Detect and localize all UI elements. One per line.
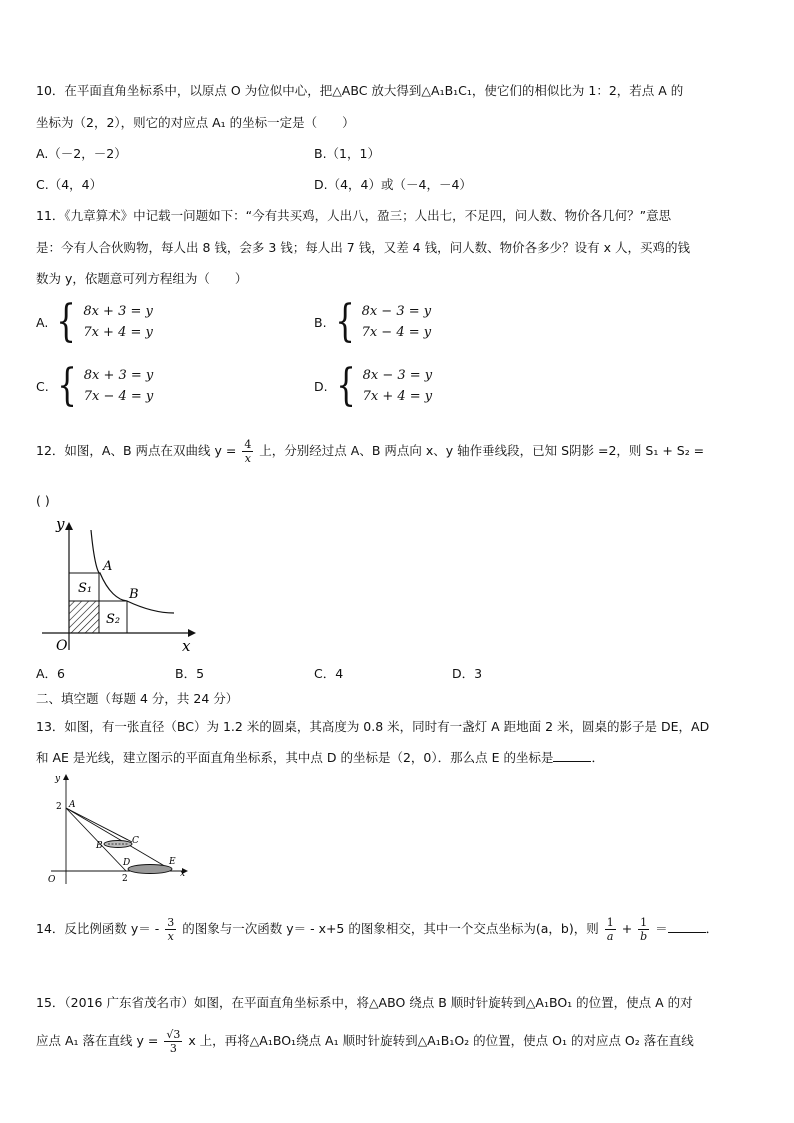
y-label: y bbox=[56, 515, 65, 533]
q10-option-d: D.（4，4）或（－4，－4） bbox=[314, 177, 472, 192]
equation: 8x + 3 = y bbox=[83, 368, 154, 383]
fraction-denominator: x bbox=[244, 452, 251, 465]
q12-option-a: A．6 bbox=[36, 666, 66, 681]
fraction-1-over-b bbox=[638, 916, 649, 943]
option-label: D. bbox=[314, 378, 328, 394]
q11-line1: 11．《九章算术》中记载一问题如下：“今有共买鸡，人出八，盈三；人出七，不足四，问人数、物价各几何？”意思 bbox=[36, 208, 672, 223]
q11-line2: 是：今有人合伙购物，每人出 8 钱，会多 3 钱；每人出 7 钱，又差 4 钱，问人数、物价各多少？设有 x 人，买鸡的钱 bbox=[36, 240, 690, 255]
q10-option-a: A.（－2，－2） bbox=[36, 146, 127, 161]
q12-stem bbox=[36, 438, 704, 465]
x-axis-arrow-icon bbox=[188, 629, 196, 637]
fraction-numerator: √3 bbox=[166, 1028, 181, 1041]
q13-line2-text: 和 AE 是光线，建立图示的平面直角坐标系，其中点 D 的坐标是（2，0）．那么点 E 的坐标是 bbox=[36, 750, 554, 765]
q15-post2: x 上，再将△A₁BO₁绕点 A₁ 顺时针旋转到△A₁B₁O₂ 的位置，使点 O₁ 的对应点 O₂ 落在直线 bbox=[188, 1033, 694, 1048]
q11-line3: 数为 y，依题意可列方程组为（ ） bbox=[36, 271, 248, 286]
equation: 7x + 4 = y bbox=[362, 389, 433, 404]
ray-ad bbox=[66, 808, 126, 871]
plus-sign: + bbox=[621, 921, 633, 936]
brace-icon: { bbox=[335, 360, 356, 411]
equation: 8x − 3 = y bbox=[361, 304, 432, 319]
brace-icon: { bbox=[56, 360, 77, 411]
fraction-denominator: b bbox=[640, 930, 648, 943]
brace-icon: { bbox=[56, 296, 77, 347]
section-heading: 二、填空题（每题 4 分，共 24 分） bbox=[36, 691, 239, 706]
equation: 8x + 3 = y bbox=[83, 304, 153, 319]
fraction-denominator: x bbox=[167, 930, 174, 943]
table-shadow bbox=[128, 865, 172, 874]
equation: 8x − 3 = y bbox=[362, 368, 433, 383]
equation: 7x + 4 = y bbox=[83, 325, 153, 340]
x-label: x bbox=[182, 637, 191, 655]
option-label: C. bbox=[36, 378, 49, 394]
equation: 7x − 4 = y bbox=[83, 389, 154, 404]
fraction bbox=[165, 916, 176, 943]
q12-pre: 12．如图，A、B 两点在双曲线 y = bbox=[36, 443, 237, 458]
y-label: y bbox=[55, 774, 61, 784]
q15-line1: 15．（2016 广东省茂名市）如图，在平面直角坐标系中，将△ABO 绕点 B 顺时针旋转到△A₁BO₁ 的位置，使点 A 的对 bbox=[36, 995, 693, 1010]
q13-figure bbox=[46, 772, 196, 890]
point-a-label: A bbox=[69, 800, 76, 810]
q12-paren: ( ) bbox=[36, 493, 50, 508]
fraction-sqrt3-over-3 bbox=[164, 1028, 182, 1055]
option-label: A. bbox=[36, 314, 49, 330]
fraction-numerator: 1 bbox=[606, 916, 614, 929]
q13-line1: 13．如图，有一张直径（BC）为 1.2 米的圆桌，其高度为 0.8 米，同时有一盏灯 A 距地面 2 米，圆桌的影子是 DE，AD bbox=[36, 719, 710, 734]
q10-line1: 10．在平面直角坐标系中，以原点 O 为位似中心，把△ABC 放大得到△A₁B₁C₁，使它们的相似比为 1：2，若点 A 的 bbox=[36, 83, 684, 98]
q11-option-c bbox=[36, 360, 154, 411]
origin-label: O bbox=[56, 638, 68, 654]
point-b-label: B bbox=[129, 587, 139, 602]
point-b-label: B bbox=[96, 841, 103, 851]
q14-end: ． bbox=[705, 921, 719, 936]
q12-post: 上，分别经过点 A、B 两点向 x、y 轴作垂线段，已知 S阴影 =2，则 S₁ + S₂ = bbox=[259, 443, 705, 458]
x-label: x bbox=[180, 869, 186, 879]
equation: 7x − 4 = y bbox=[361, 325, 432, 340]
fraction bbox=[242, 438, 253, 465]
q14-stem bbox=[36, 914, 718, 944]
fraction-numerator: 4 bbox=[244, 438, 252, 451]
answer-blank bbox=[553, 749, 591, 762]
point-a-label: A bbox=[103, 559, 113, 574]
ray-ae bbox=[66, 808, 168, 868]
point-d-label: D bbox=[123, 858, 131, 868]
y-axis-arrow-icon bbox=[63, 774, 69, 780]
shaded-region bbox=[69, 601, 99, 633]
q14-mid: 的图象与一次函数 y＝ - x+5 的图象相交，其中一个交点坐标为(a，b)，则 bbox=[182, 921, 599, 936]
equals-sign: ＝ bbox=[655, 921, 668, 936]
q11-option-d bbox=[314, 360, 433, 411]
q10-option-c: C.（4，4） bbox=[36, 177, 103, 192]
q12-figure bbox=[36, 512, 206, 660]
fraction-numerator: 3 bbox=[167, 916, 175, 929]
q13-line2 bbox=[36, 749, 604, 767]
fraction-numerator: 1 bbox=[640, 916, 648, 929]
q13-line2-end: ． bbox=[591, 750, 604, 765]
q11-option-a bbox=[36, 296, 153, 347]
ray-ac bbox=[66, 808, 132, 842]
x-tick-2: 2 bbox=[122, 874, 128, 884]
q15-pre2: 应点 A₁ 落在直线 y = bbox=[36, 1033, 159, 1048]
fraction-denominator: a bbox=[606, 930, 614, 943]
y-tick-2: 2 bbox=[56, 802, 62, 812]
q12-option-d: D．3 bbox=[452, 666, 483, 681]
q11-option-b bbox=[314, 296, 432, 347]
q12-option-b: B．5 bbox=[175, 666, 205, 681]
fraction-1-over-a bbox=[605, 916, 616, 943]
q15-line2 bbox=[36, 1026, 694, 1056]
q14-pre: 14．反比例函数 y＝ - bbox=[36, 921, 160, 936]
option-label: B. bbox=[314, 314, 327, 330]
point-c-label: C bbox=[132, 836, 139, 846]
origin-label: O bbox=[48, 875, 56, 885]
q10-line2: 坐标为（2，2），则它的对应点 A₁ 的坐标一定是（ ） bbox=[36, 115, 355, 130]
brace-icon: { bbox=[334, 296, 355, 347]
s1-label: S₁ bbox=[78, 581, 93, 596]
s2-label: S₂ bbox=[106, 612, 121, 627]
q10-option-b: B.（1，1） bbox=[314, 146, 380, 161]
fraction-denominator: 3 bbox=[169, 1042, 177, 1055]
y-axis-arrow-icon bbox=[65, 522, 73, 530]
point-e-label: E bbox=[169, 857, 176, 867]
q12-option-c: C．4 bbox=[314, 666, 344, 681]
answer-blank bbox=[668, 920, 706, 933]
